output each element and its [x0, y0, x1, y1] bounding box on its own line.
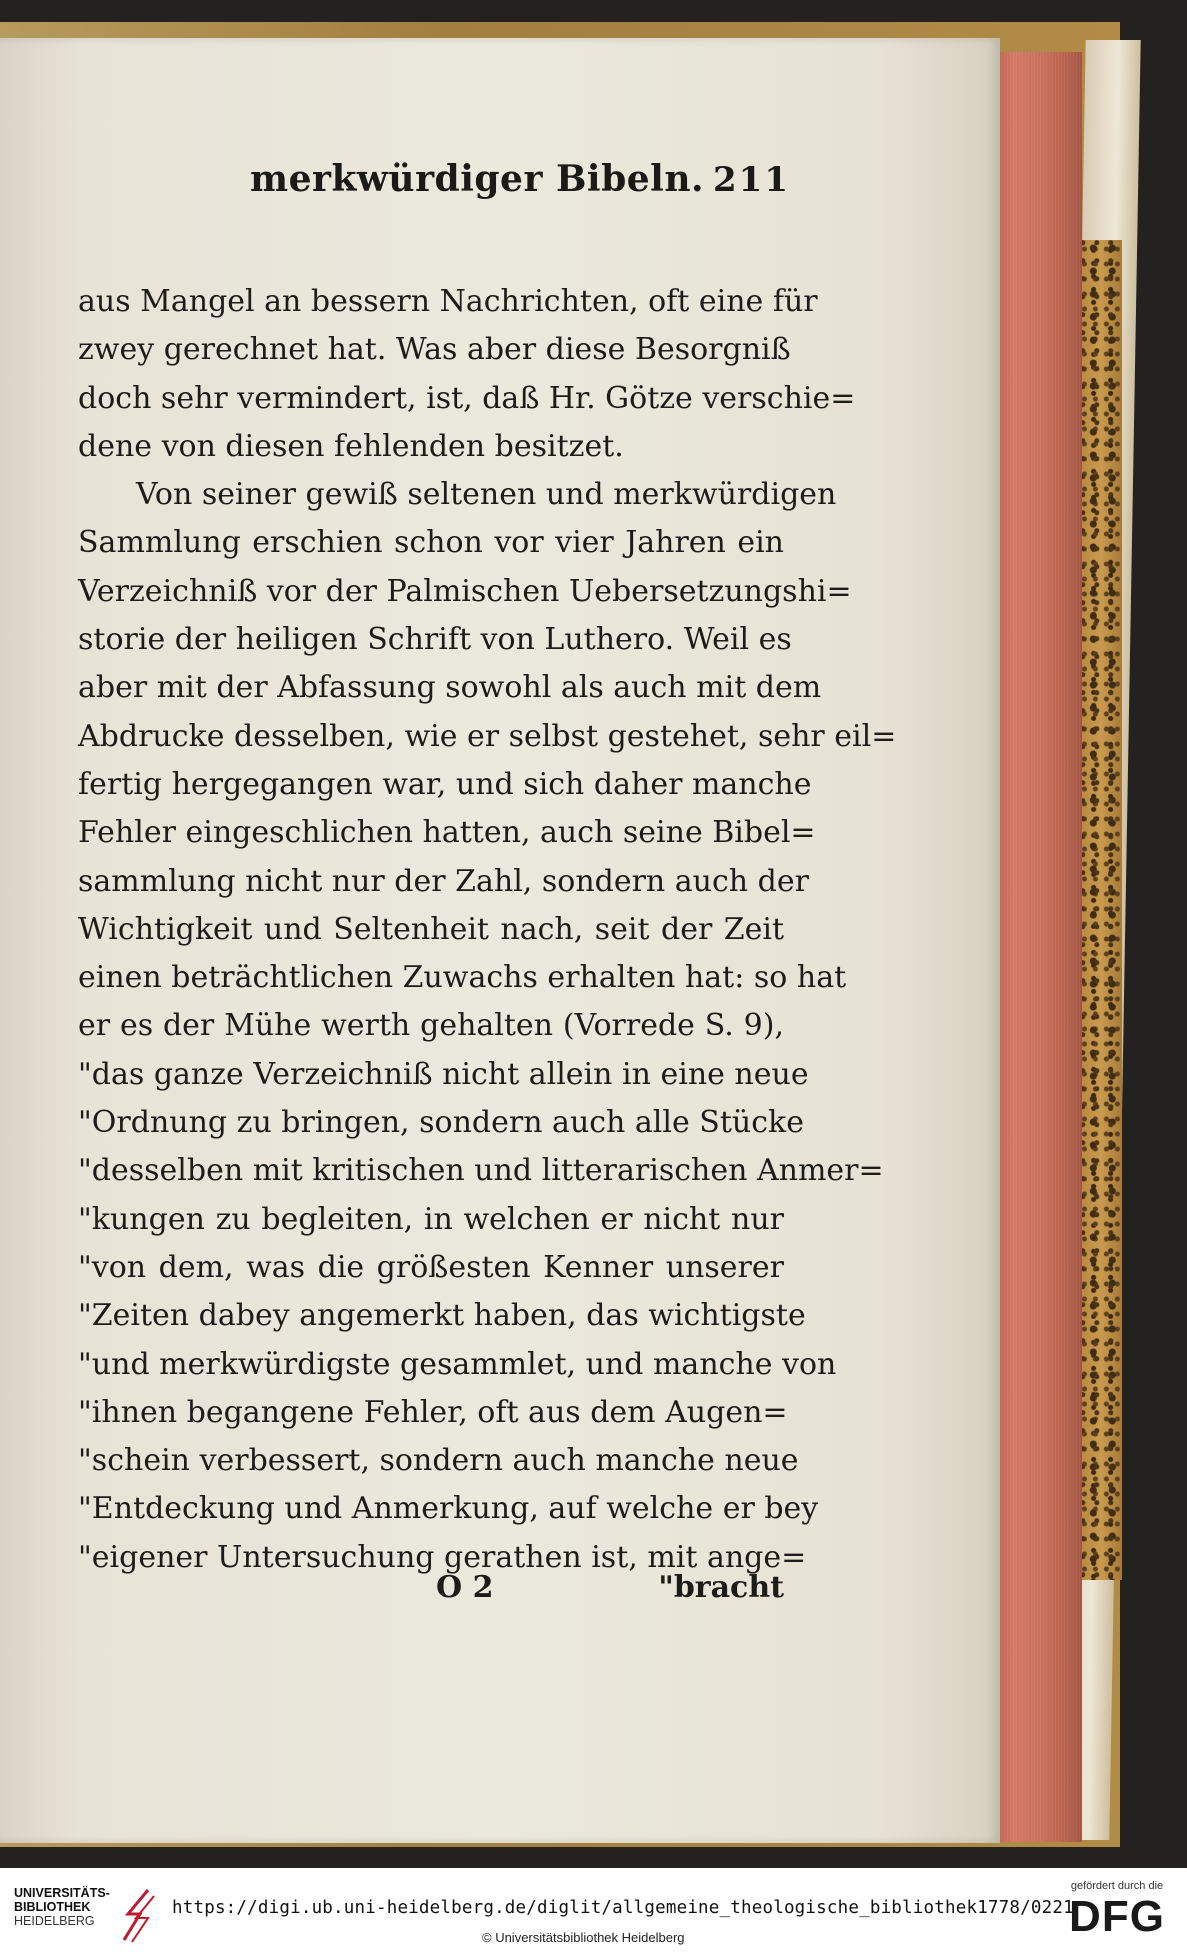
text-line: "schein verbessert, sondern auch manche neue: [78, 1443, 799, 1479]
body-text: [78, 278, 897, 1582]
funder-logo[interactable]: [1056, 1880, 1178, 1952]
text-line: storie der heiligen Schrift von Luthero. Weil es: [78, 622, 792, 658]
dfg-logo: DFG: [1069, 1892, 1165, 1941]
logo-text-line1: UNIVERSITÄTS-: [14, 1886, 110, 1900]
text-line: "Ordnung zu bringen, sondern auch alle Stücke: [78, 1105, 804, 1141]
text-line: "von dem, was die größesten Kenner unserer: [78, 1249, 784, 1285]
text-line: er es der Mühe werth gehalten (Vorrede S. 9),: [78, 1008, 784, 1044]
text-line: Wichtigkeit und Seltenheit nach, seit der Zeit: [78, 911, 784, 947]
text-line: Von seiner gewiß seltenen und merkwürdigen: [136, 477, 837, 513]
text-line: aus Mangel an bessern Nachrichten, oft eine für: [78, 284, 818, 319]
text-line: "desselben mit kritischen und litterarischen Anmer=: [78, 1153, 884, 1189]
text-line: "kungen zu begleiten, in welchen er nicht nur: [78, 1201, 784, 1237]
text-line: "Zeiten dabey angemerkt haben, das wichtigste: [78, 1298, 806, 1334]
running-head-title: merkwürdiger Bibeln.: [250, 158, 705, 200]
red-page-edges: [992, 52, 1082, 1842]
text-line: aber mit der Abfassung sowohl als auch mit dem: [78, 670, 822, 706]
funder-caption: gefördert durch die: [1070, 1880, 1164, 1892]
text-line: doch sehr vermindert, ist, daß Hr. Götze verschie=: [78, 380, 856, 416]
text-line: "ihnen begangene Fehler, oft aus dem Augen=: [78, 1394, 788, 1430]
text-line: einen beträchtlichen Zuwachs erhalten hat: so hat: [78, 960, 847, 996]
text-line: "und merkwürdigste gesammlet, und manche von: [78, 1346, 837, 1382]
text-line: fertig hergegangen war, und sich daher manche: [78, 766, 812, 802]
text-line: "Entdeckung und Anmerkung, auf welche er bey: [78, 1491, 819, 1527]
text-line: Sammlung erschien schon vor vier Jahren ein: [78, 525, 784, 561]
text-line: "eigener Untersuchung gerathen ist, mit ange=: [78, 1539, 807, 1575]
copyright-notice: © Universitätsbibliothek Heidelberg: [482, 1930, 685, 1945]
text-line: sammlung nicht nur der Zahl, sondern auch der: [78, 863, 809, 899]
catchword: "bracht: [658, 1570, 784, 1605]
text-line: "das ganze Verzeichniß nicht allein in eine neue: [78, 1056, 809, 1092]
library-emblem-icon: [118, 1886, 162, 1944]
signature-mark: O 2: [436, 1570, 494, 1605]
text-line: Fehler eingeschlichen hatten, auch seine Bibel=: [78, 815, 816, 851]
text-line: dene von diesen fehlenden besitzet.: [78, 428, 624, 464]
logo-text-line2: BIBLIOTHEK: [14, 1900, 91, 1914]
page-number: 211: [713, 160, 790, 200]
book-page: [0, 38, 1000, 1843]
permalink-url[interactable]: https://digi.ub.uni-heidelberg.de/diglit/allgemeine_theologische_bibliothek1778/0221: [172, 1898, 1074, 1918]
logo-text-line3: HEIDELBERG: [14, 1914, 95, 1928]
viewer-footer: [0, 1868, 1187, 1959]
running-head: [250, 158, 790, 218]
text-line: zwey gerechnet hat. Was aber diese Besorgniß: [78, 332, 791, 368]
text-line: Verzeichniß vor der Palmischen Uebersetzungshi=: [78, 573, 852, 609]
page-foot: [78, 1570, 784, 1618]
foxed-endpaper: [1080, 240, 1122, 1580]
text-line: Abdrucke desselben, wie er selbst gestehet, sehr eil=: [78, 718, 897, 754]
